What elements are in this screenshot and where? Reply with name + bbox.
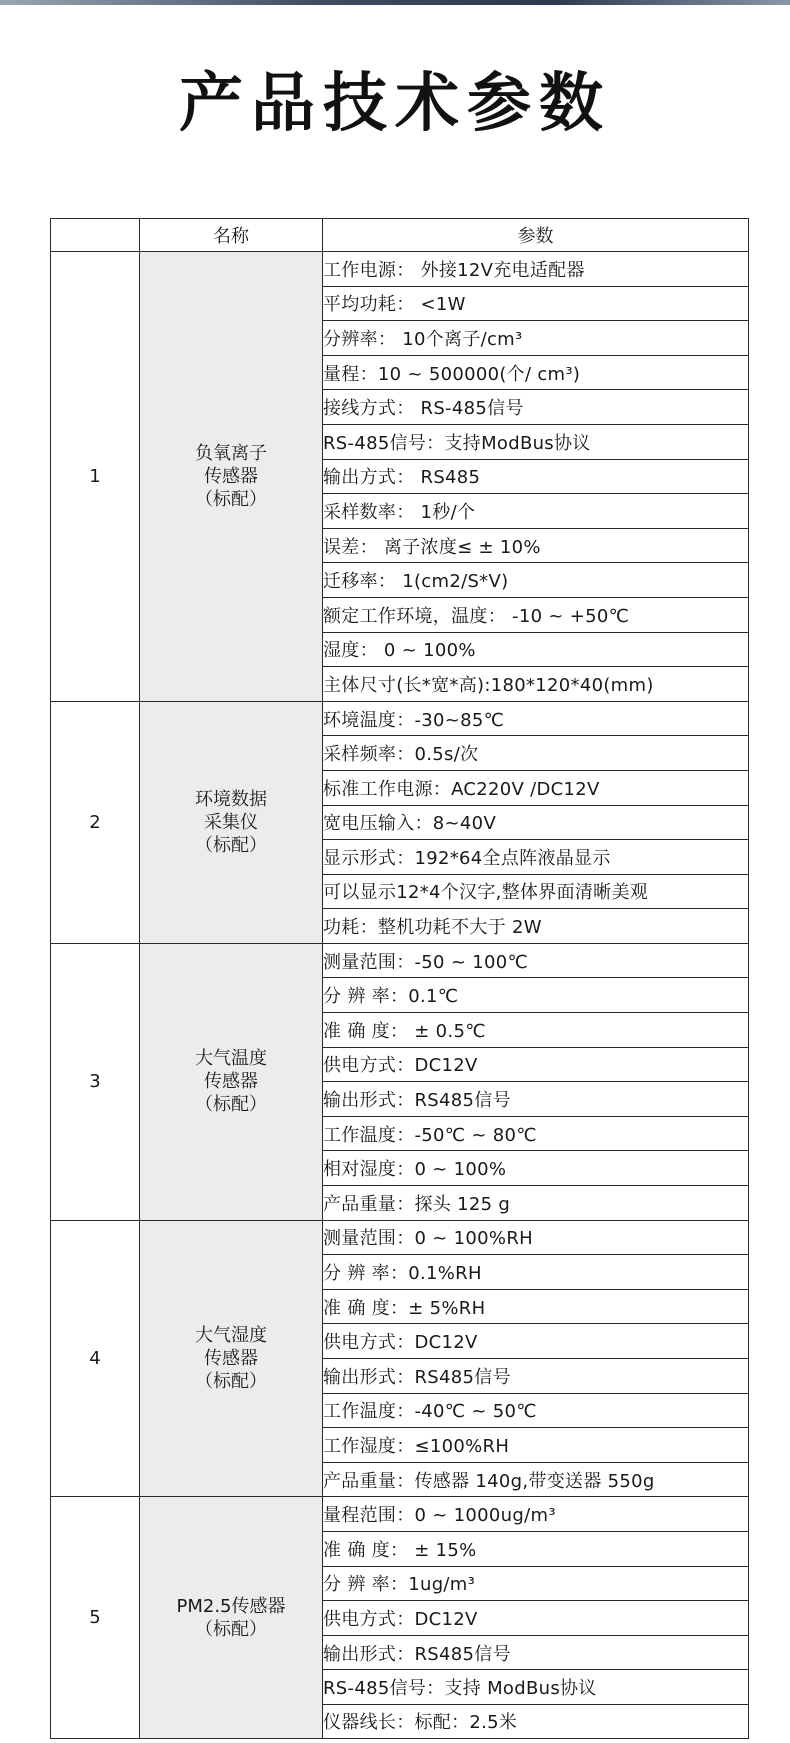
param-cell: 湿度： 0 ~ 100% <box>323 632 749 667</box>
param-cell: 准 确 度：± 5%RH <box>323 1289 749 1324</box>
param-cell: 量程范围：0 ~ 1000ug/m³ <box>323 1497 749 1532</box>
item-name-cell <box>140 943 323 1220</box>
param-cell: 工作温度：-40℃ ~ 50℃ <box>323 1393 749 1428</box>
param-cell: 工作电源： 外接12V充电适配器 <box>323 252 749 287</box>
item-name-line: 采集仪 <box>204 811 258 833</box>
item-name-cell <box>140 1220 323 1497</box>
item-name-line: 传感器 <box>204 1348 258 1369</box>
header-params: 参数 <box>323 219 749 252</box>
item-name-line: （标配） <box>195 1371 267 1392</box>
item-number: 5 <box>51 1497 140 1739</box>
item-name-cell <box>140 1497 323 1739</box>
param-cell: 分 辨 率：0.1℃ <box>323 978 749 1013</box>
param-cell: 输出形式：RS485信号 <box>323 1359 749 1394</box>
param-cell: 准 确 度： ± 15% <box>323 1531 749 1566</box>
param-cell: 供电方式：DC12V <box>323 1324 749 1359</box>
table-row <box>51 1220 749 1255</box>
item-name-cell <box>140 252 323 702</box>
page-title: 产品技术参数 <box>179 66 611 141</box>
param-cell: 准 确 度： ± 0.5℃ <box>323 1013 749 1048</box>
param-cell: 误差： 离子浓度≤ ± 10% <box>323 528 749 563</box>
table-row <box>51 943 749 978</box>
param-cell: 工作湿度：≤100%RH <box>323 1428 749 1463</box>
param-cell: 测量范围：-50 ~ 100℃ <box>323 943 749 978</box>
param-cell: 供电方式：DC12V <box>323 1047 749 1082</box>
param-cell: 显示形式：192*64全点阵液晶显示 <box>323 840 749 875</box>
param-cell: 测量范围：0 ~ 100%RH <box>323 1220 749 1255</box>
param-cell: 工作温度：-50℃ ~ 80℃ <box>323 1116 749 1151</box>
item-name-line: （标配） <box>195 834 267 856</box>
item-number: 3 <box>51 943 140 1220</box>
table-body <box>51 252 749 1739</box>
param-cell: 分辨率： 10个离子/cm³ <box>323 321 749 356</box>
item-name-line: 大气湿度 <box>195 1325 267 1346</box>
item-number: 2 <box>51 701 140 943</box>
param-cell: 分 辨 率：1ug/m³ <box>323 1566 749 1601</box>
param-cell: 标准工作电源：AC220V /DC12V <box>323 770 749 805</box>
item-name-line: （标配） <box>195 1094 267 1116</box>
item-name-line: PM2.5传感器 <box>176 1595 286 1617</box>
header-name: 名称 <box>140 219 323 252</box>
table-row <box>51 701 749 736</box>
param-cell: 可以显示12*4个汉字,整体界面清晰美观 <box>323 874 749 909</box>
spec-table <box>50 218 749 1739</box>
param-cell: 额定工作环境，温度： -10 ~ +50℃ <box>323 597 749 632</box>
item-name-line: （标配） <box>195 488 267 510</box>
item-name-line: 大气温度 <box>195 1048 267 1070</box>
item-number: 1 <box>51 252 140 702</box>
item-name-line: （标配） <box>195 1618 267 1640</box>
param-cell: 功耗：整机功耗不大于 2W <box>323 909 749 944</box>
param-cell: 迁移率： 1(cm2/S*V) <box>323 563 749 598</box>
param-cell: 相对湿度：0 ~ 100% <box>323 1151 749 1186</box>
param-cell: 产品重量：传感器 140g,带变送器 550g <box>323 1462 749 1497</box>
param-cell: 输出形式：RS485信号 <box>323 1635 749 1670</box>
param-cell: 环境温度：-30~85℃ <box>323 701 749 736</box>
param-cell: 平均功耗： <1W <box>323 286 749 321</box>
table-row <box>51 252 749 287</box>
item-name-line: 传感器 <box>204 1071 258 1093</box>
header-no <box>51 219 140 252</box>
table-row <box>51 1497 749 1532</box>
param-cell: 供电方式：DC12V <box>323 1601 749 1636</box>
table-header-row <box>51 219 749 252</box>
param-cell: 接线方式： RS-485信号 <box>323 390 749 425</box>
param-cell: 主体尺寸(长*宽*高):180*120*40(mm) <box>323 667 749 702</box>
param-cell: 输出方式： RS485 <box>323 459 749 494</box>
param-cell: 输出形式：RS485信号 <box>323 1082 749 1117</box>
param-cell: 产品重量：探头 125 g <box>323 1186 749 1221</box>
item-name-line: 负氧离子 <box>195 442 267 464</box>
item-number: 4 <box>51 1220 140 1497</box>
param-cell: 量程：10 ~ 500000(个/ cm³) <box>323 355 749 390</box>
param-cell: 仪器线长：标配：2.5米 <box>323 1704 749 1738</box>
item-name-line: 传感器 <box>204 465 258 487</box>
item-name-cell <box>140 701 323 943</box>
param-cell: RS-485信号：支持 ModBus协议 <box>323 1670 749 1705</box>
param-cell: 宽电压输入：8~40V <box>323 805 749 840</box>
param-cell: 采样频率：0.5s/次 <box>323 736 749 771</box>
param-cell: 分 辨 率：0.1%RH <box>323 1255 749 1290</box>
item-name-line: 环境数据 <box>195 788 267 810</box>
top-decorative-bar <box>0 0 790 5</box>
param-cell: 采样数率： 1秒/个 <box>323 494 749 529</box>
param-cell: RS-485信号：支持ModBus协议 <box>323 424 749 459</box>
